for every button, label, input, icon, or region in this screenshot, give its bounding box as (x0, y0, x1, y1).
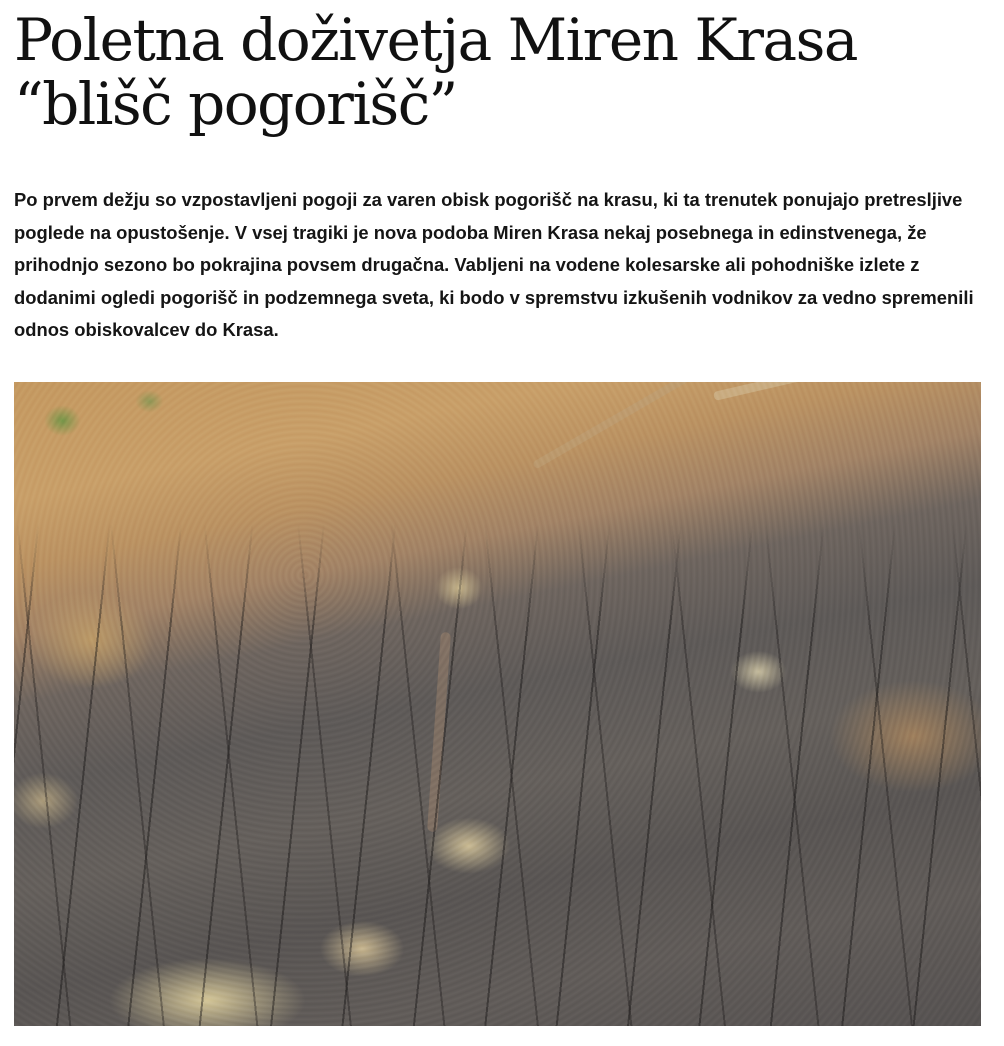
article-title-line-1: Poletna doživetja Miren Krasa (14, 6, 857, 74)
article-title (14, 8, 994, 136)
burned-forest-aerial-photo (14, 382, 981, 1026)
article-title-line-2: “blišč pogorišč” (14, 70, 457, 138)
photo-texture (14, 382, 981, 1026)
article-lead-paragraph: Po prvem dežju so vzpostavljeni pogoji za varen obisk pogorišč na krasu, ki ta trenutek ponujajo pretresljive poglede na opustošenje. V vsej tragiki je nova podoba Miren Krasa nekaj posebnega in edinstvenega, že prihodnjo sezono bo pokrajina povsem drugačna. Vabljeni na vodene kolesarske ali pohodniške izlete z dodanimi ogledi pogorišč in podzemnega sveta, ki bodo v spremstvu izkušenih vodnikov za vedno spremenili odnos obiskovalcev do Krasa. (14, 189, 974, 340)
